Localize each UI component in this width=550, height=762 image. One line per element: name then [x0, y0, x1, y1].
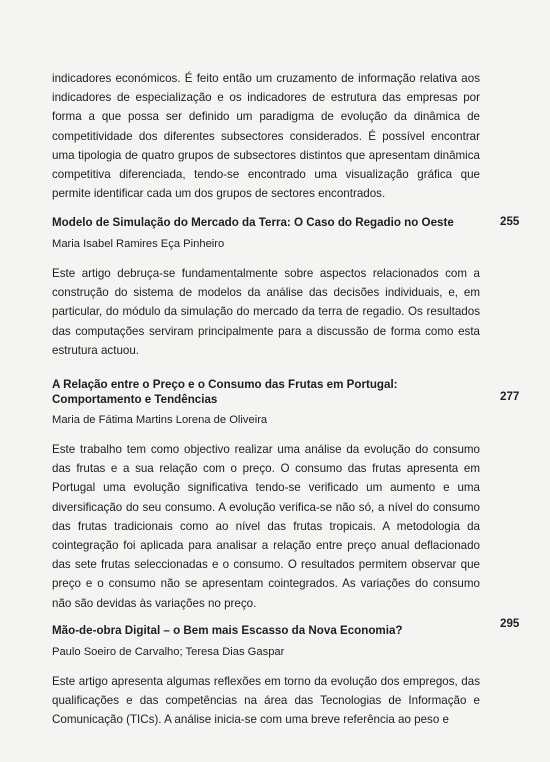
entry-title: A Relação entre o Preço e o Consumo das Frutas em Portugal: Comportamento e Tendências — [52, 378, 398, 406]
entry-authors: Maria de Fátima Martins Lorena de Oliveira — [52, 414, 268, 426]
intro-paragraph: indicadores económicos. É feito então um cruzamento de informação relativa aos indicadores de especialização e os indicadores de estrutura das empresas por forma a que possa ser definido um paradigma de evolução da dinâmica de competitividade dos diferentes subsectores considerados. É possível encontrar uma tipologia de quatro grupos de subsectores distintos que apresentam dinâmica competitiva diferenciada, tendo-se encontrado uma visualização gráfica que permite identificar cada um dos grupos de sectores encontrados. — [52, 72, 480, 201]
entry-title: Modelo de Simulação do Mercado da Terra: O Caso do Regadio no Oeste — [52, 216, 454, 229]
entry-abstract-text: Este trabalho tem como objectivo realizar uma análise da evolução do consumo das frutas e a sua relação com o preço. O consumo das frutas apresenta em Portugal uma evolução significativa tendo-se verificado um aumento e uma diversificação do seu consumo. A evolução verifica-se não só, a nível do consumo das frutas tradicionais como ao nível das frutas tropicais. A metodologia da cointegração foi aplicada para analisar a relação entre preço anual deflacionado das sete frutas seleccionadas e o consumo. O resultados permitem observar que preço e o consumo não se apresentam cointegrados. As variações do consumo não são devidas às variações no preço. — [52, 443, 480, 610]
entry-abstract-text: Este artigo debruça-se fundamentalmente sobre aspectos relacionados com a construção do sistema de modelos da análise das decisões individuais, e, em particular, do módulo da simulação do mercado da terra de regadio. Os resultados das computações serviram principalmente para a discussão de forma como esta estrutura actuou. — [52, 267, 480, 357]
entry-authors: Paulo Soeiro de Carvalho; Teresa Dias Gaspar — [52, 646, 285, 658]
entry-page-number: 255 — [500, 215, 520, 228]
entry-abstract-text: Este artigo apresenta algumas reflexões em torno da evolução dos empregos, das qualificações e das competências na área das Tecnologias de Informação e Comunicação (TICs). A análise inicia-se com uma breve referência ao peso e — [52, 675, 480, 727]
entry-abstract — [52, 440, 480, 613]
entry-title: Mão-de-obra Digital – o Bem mais Escasso da Nova Economia? — [52, 624, 403, 637]
entry-abstract — [52, 264, 480, 360]
entry-page-number: 295 — [500, 617, 520, 630]
intro-section — [52, 69, 480, 203]
entry-authors: Maria Isabel Ramires Eça Pinheiro — [52, 238, 225, 250]
entry-page-number: 277 — [500, 390, 520, 403]
entry-abstract — [52, 672, 480, 730]
